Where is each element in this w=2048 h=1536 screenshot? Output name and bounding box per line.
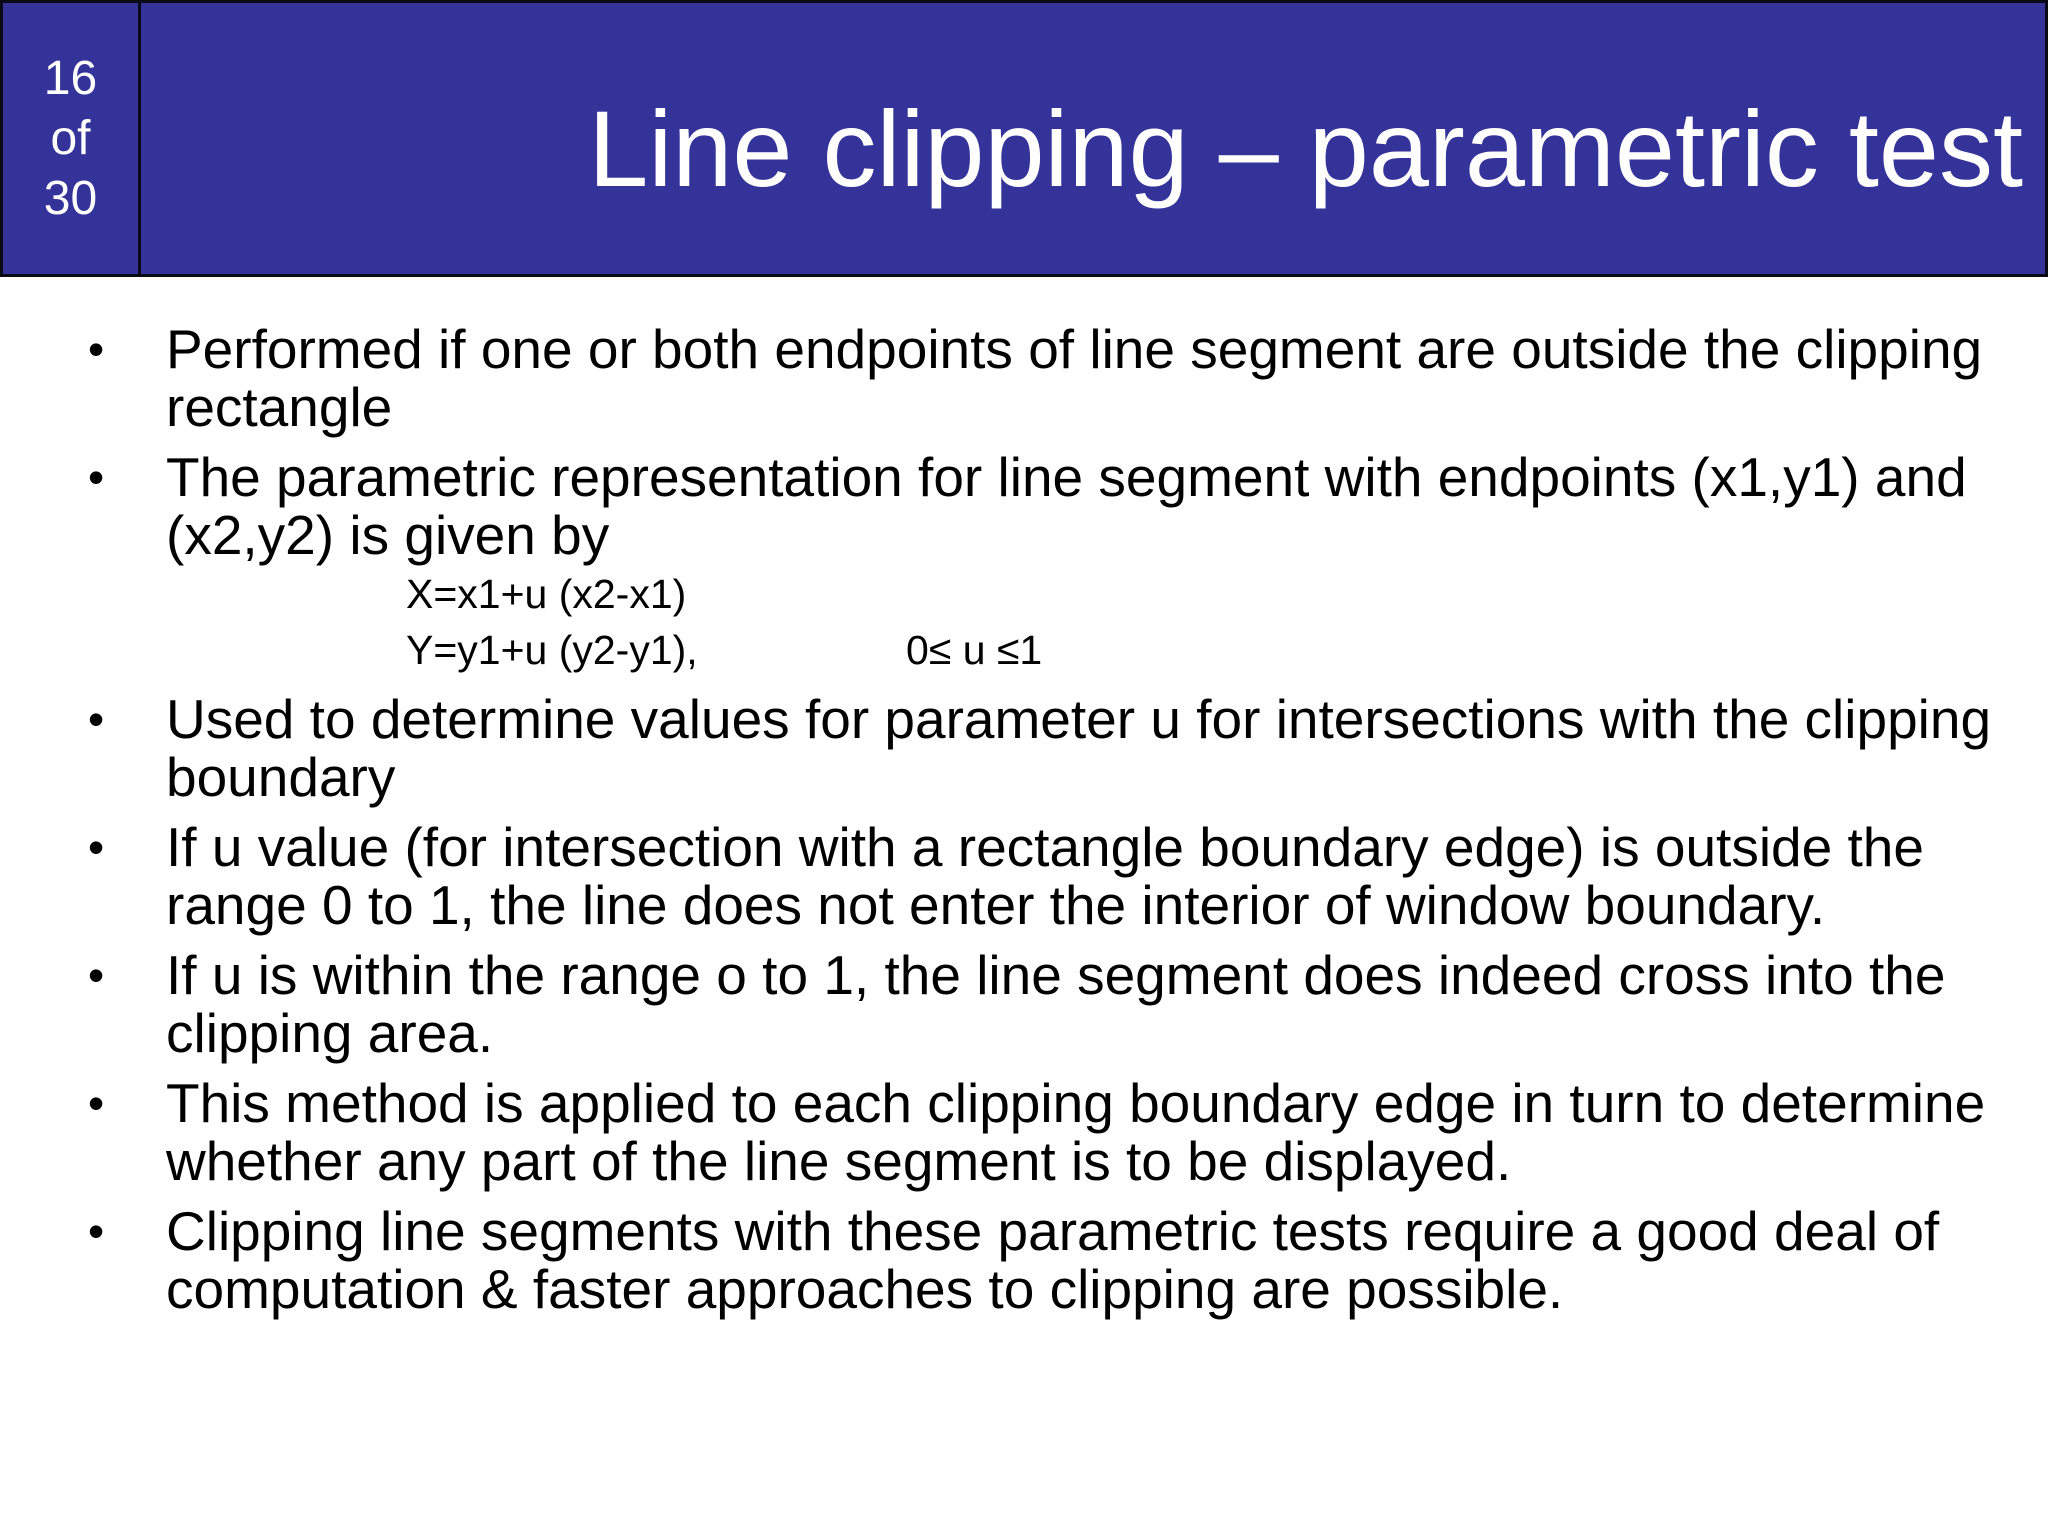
bullet-dot: • xyxy=(88,693,105,745)
slide-counter xyxy=(0,0,141,277)
y-equation-line xyxy=(0,622,2048,678)
bullet-item xyxy=(0,320,2048,436)
bullet-item xyxy=(0,690,2048,806)
bullet-item xyxy=(0,818,2048,934)
bullet-item xyxy=(0,1202,2048,1318)
y-equation: Y=y1+u (y2-y1), xyxy=(406,627,698,673)
bullet-dot: • xyxy=(88,1077,105,1129)
bullet-dot: • xyxy=(88,1205,105,1257)
slide-body xyxy=(0,308,2048,1318)
bullet-text: If u is within the range o to 1, the line segment does indeed cross into the clipping area. xyxy=(166,944,1946,1064)
slide-number: 16 xyxy=(43,51,98,105)
bullet-text: If u value (for intersection with a rectangle boundary edge) is outside the range 0 to 1, the line does not enter the interior of window boundary. xyxy=(166,816,1924,936)
bullet-item xyxy=(0,448,2048,564)
bullet-text: Clipping line segments with these parametric tests require a good deal of computation & faster approaches to clipping are possible. xyxy=(166,1200,1940,1320)
parametric-equations xyxy=(0,566,2048,678)
title-bar xyxy=(141,0,2048,277)
slide-of-label: of xyxy=(50,111,91,165)
slide-title: Line clipping – parametric test xyxy=(588,88,2023,209)
slide-total: 30 xyxy=(43,171,98,225)
bullet-dot: • xyxy=(88,323,105,375)
bullet-item xyxy=(0,1074,2048,1190)
bullet-item xyxy=(0,946,2048,1062)
bullet-dot: • xyxy=(88,949,105,1001)
bullet-text: This method is applied to each clipping boundary edge in turn to determine whether any part of the line segment is to be displayed. xyxy=(166,1072,1986,1192)
bullet-dot: • xyxy=(88,821,105,873)
bullet-text: Performed if one or both endpoints of line segment are outside the clipping rectangle xyxy=(166,318,1983,438)
bullet-text: The parametric representation for line segment with endpoints (x1,y1) and (x2,y2) is given by xyxy=(166,446,1967,566)
bullet-text: Used to determine values for parameter u for intersections with the clipping boundary xyxy=(166,688,1992,808)
x-equation: X=x1+u (x2-x1) xyxy=(406,571,687,617)
bullet-dot: • xyxy=(88,451,105,503)
parameter-range: 0≤ u ≤1 xyxy=(906,627,1043,673)
x-equation-line xyxy=(0,566,2048,622)
